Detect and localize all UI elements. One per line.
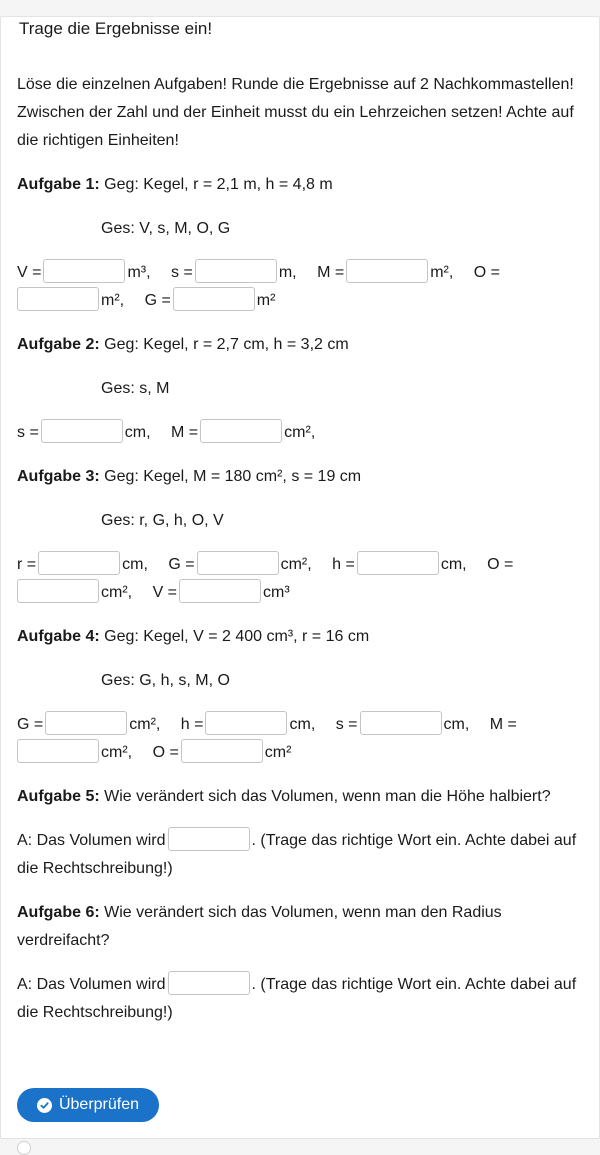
task-4-O-unit: cm² — [264, 744, 292, 761]
task-3-r-label: r = — [17, 556, 37, 573]
task-1-s-unit: m, — [278, 264, 297, 281]
task-6-answer-row — [17, 971, 576, 999]
task-3-O-input[interactable] — [17, 579, 99, 603]
task-4-sought: Ges: G, h, s, M, O — [101, 672, 230, 689]
task-5-answer-hint: . (Trage das richtige Wort ein. Achte dabei auf — [251, 832, 577, 849]
task-4-h-label: h = — [180, 716, 204, 733]
task-4-M-input[interactable] — [17, 739, 99, 763]
task-2-answers-row-1 — [17, 419, 315, 447]
task-1-G-input[interactable] — [173, 287, 255, 311]
task-3-G-label: G = — [168, 556, 195, 573]
task-4-label: Aufgabe 4: — [17, 628, 100, 645]
task-2-s-input[interactable] — [41, 419, 123, 443]
task-3-header — [17, 463, 361, 491]
task-1-V-input[interactable] — [43, 259, 125, 283]
task-4-s-input[interactable] — [360, 711, 442, 735]
check-button-label: Überprüfen — [58, 1096, 140, 1113]
task-5-answer-row — [17, 827, 576, 855]
task-6-question: Wie verändert sich das Volumen, wenn man den Radius — [104, 904, 502, 921]
task-1-O-unit: m², — [101, 292, 125, 309]
task-4-s-unit: cm, — [443, 716, 470, 733]
task-4-G-input[interactable] — [45, 711, 127, 735]
task-2-M-unit: cm², — [284, 424, 316, 441]
task-4-h-input[interactable] — [205, 711, 287, 735]
task-4-h-unit: cm, — [289, 716, 316, 733]
task-3-given: Geg: Kegel, M = 180 cm², s = 19 cm — [104, 468, 362, 485]
task-4-M-unit: cm², — [101, 744, 133, 761]
task-3-answers-row-2 — [17, 579, 290, 607]
task-6-answer-hint: . (Trage das richtige Wort ein. Achte dabei auf — [251, 976, 577, 993]
task-3-h-input[interactable] — [357, 551, 439, 575]
task-1-O-label: O = — [473, 264, 500, 281]
task-5-label: Aufgabe 5: — [17, 788, 100, 805]
instruction-line-2: Zwischen der Zahl und der Einheit musst du ein Lehrzeichen setzen! Achte auf — [17, 104, 574, 121]
check-button[interactable] — [17, 1088, 159, 1122]
task-6-label: Aufgabe 6: — [17, 904, 100, 921]
task-3-G-unit: cm², — [280, 556, 312, 573]
task-3-h-label: h = — [332, 556, 355, 573]
task-3-answers-row-1 — [17, 551, 513, 579]
task-4-O-input[interactable] — [181, 739, 263, 763]
partial-circle-icon — [17, 1141, 31, 1155]
task-1-s-input[interactable] — [195, 259, 277, 283]
task-5-answer-input[interactable] — [168, 827, 250, 851]
task-1-label: Aufgabe 1: — [17, 176, 100, 193]
task-4-header — [17, 623, 369, 651]
task-1-G-label: G = — [144, 292, 171, 309]
task-1-G-unit: m² — [256, 292, 276, 309]
task-4-G-unit: cm², — [129, 716, 161, 733]
task-3-V-input[interactable] — [179, 579, 261, 603]
task-3-G-input[interactable] — [197, 551, 279, 575]
instruction-line-1: Löse die einzelnen Aufgaben! Runde die Ergebnisse auf 2 Nachkommastellen! — [17, 76, 574, 93]
task-1-O-input[interactable] — [17, 287, 99, 311]
task-2-M-input[interactable] — [200, 419, 282, 443]
task-5-answer-hint-2: die Rechtschreibung!) — [17, 860, 173, 877]
task-2-given: Geg: Kegel, r = 2,7 cm, h = 3,2 cm — [104, 336, 349, 353]
task-1-s-label: s = — [171, 264, 193, 281]
task-1-answers-row-2 — [17, 287, 275, 315]
task-5-answer-label: A: Das Volumen wird — [17, 832, 166, 849]
task-6-answer-label: A: Das Volumen wird — [17, 976, 166, 993]
task-2-s-unit: cm, — [124, 424, 151, 441]
task-3-V-label: V = — [152, 584, 178, 601]
task-2-header — [17, 331, 349, 359]
task-1-V-unit: m³, — [127, 264, 151, 281]
task-3-O-label: O = — [487, 556, 514, 573]
task-6-answer-input[interactable] — [168, 971, 250, 995]
task-1-M-unit: m², — [430, 264, 454, 281]
task-1-sought: Ges: V, s, M, O, G — [101, 220, 231, 237]
task-3-label: Aufgabe 3: — [17, 468, 100, 485]
task-6-question-2: verdreifacht? — [17, 932, 110, 949]
instruction-line-3: die richtigen Einheiten! — [17, 132, 179, 149]
task-2-sought: Ges: s, M — [101, 380, 170, 397]
task-1-V-label: V = — [17, 264, 42, 281]
task-4-G-label: G = — [17, 716, 44, 733]
check-circle-icon — [37, 1098, 52, 1113]
task-3-r-input[interactable] — [38, 551, 120, 575]
task-3-O-unit: cm², — [101, 584, 133, 601]
task-5-header — [17, 783, 551, 811]
task-1-answers-row-1 — [17, 259, 500, 287]
task-6-answer-hint-2: die Rechtschreibung!) — [17, 1004, 173, 1021]
task-1-M-label: M = — [317, 264, 345, 281]
task-2-M-label: M = — [171, 424, 199, 441]
task-1-M-input[interactable] — [346, 259, 428, 283]
task-1-given: Geg: Kegel, r = 2,1 m, h = 4,8 m — [104, 176, 333, 193]
task-6-header — [17, 899, 502, 927]
task-4-M-label: M = — [489, 716, 517, 733]
task-1-header — [17, 171, 333, 199]
task-3-h-unit: cm, — [440, 556, 467, 573]
task-5-question: Wie verändert sich das Volumen, wenn man die Höhe halbiert? — [104, 788, 551, 805]
task-4-answers-row-2 — [17, 739, 291, 767]
task-4-s-label: s = — [335, 716, 358, 733]
task-3-V-unit: cm³ — [263, 584, 290, 601]
task-2-s-label: s = — [17, 424, 39, 441]
task-3-r-unit: cm, — [122, 556, 148, 573]
task-2-label: Aufgabe 2: — [17, 336, 100, 353]
task-4-given: Geg: Kegel, V = 2 400 cm³, r = 16 cm — [104, 628, 370, 645]
task-3-sought: Ges: r, G, h, O, V — [101, 512, 224, 529]
page-title: Trage die Ergebnisse ein! — [19, 19, 213, 38]
task-4-O-label: O = — [152, 744, 179, 761]
task-4-answers-row-1 — [17, 711, 517, 739]
